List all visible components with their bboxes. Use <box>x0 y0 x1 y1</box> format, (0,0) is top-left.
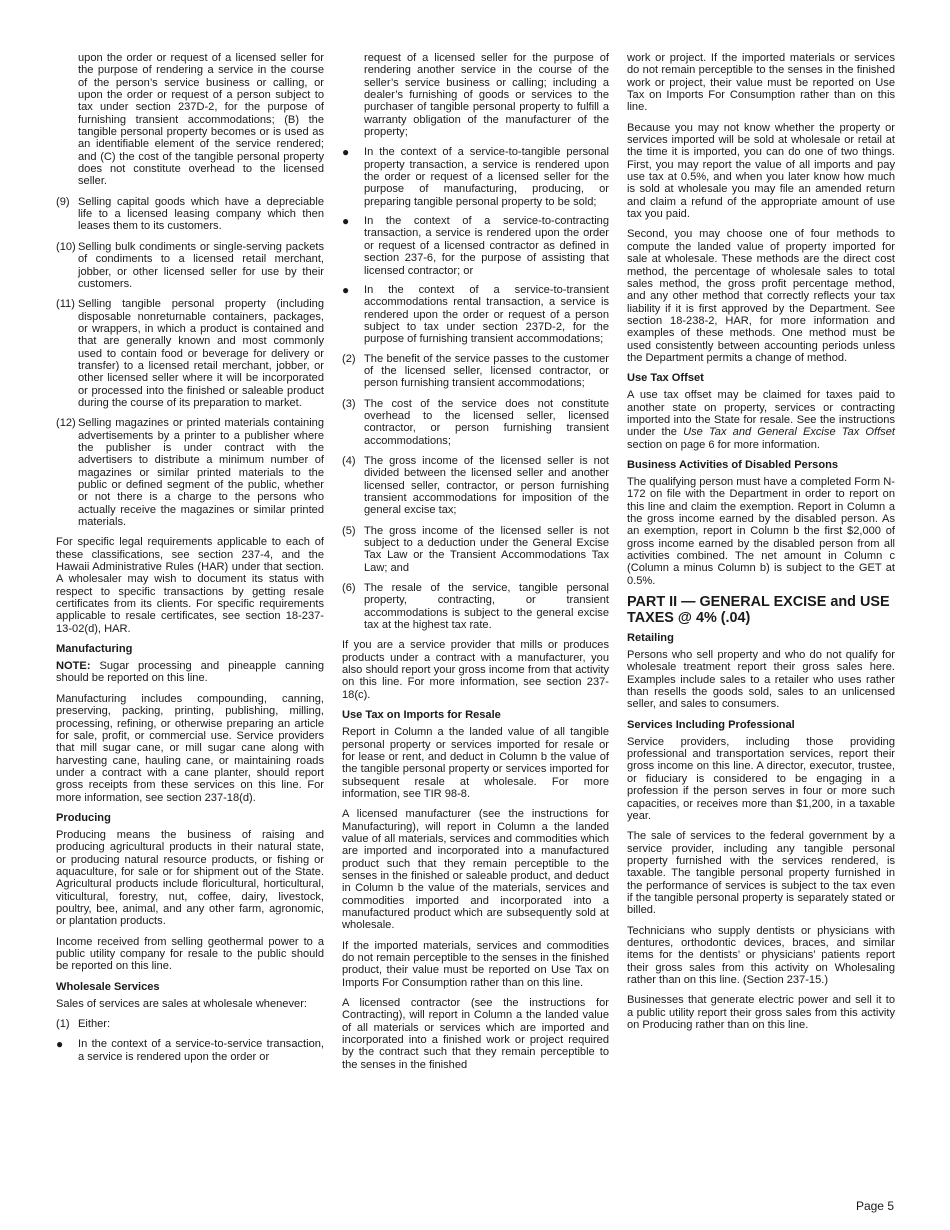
bullet-item: ● In the context of a service-to-service transaction, a service is rendered upon the order or <box>56 1037 324 1063</box>
paragraph-use-tax-4: A licensed contractor (see the instructions for Contracting), will report in Column a the landed value of all materials or services which are imported and incorporated into a finished work or project required by the contract such that they remain perceptible to the senses in the finished <box>342 997 609 1071</box>
list-item-3: (3) The cost of the service does not constitute overhead to the licensed seller, licensed contractor, or person furnishing transient accommodations; <box>342 397 609 447</box>
paragraph-services-1: Service providers, including those providing professional and transportation services, report their gross income on this line. A director, executor, trustee, or fiduciary is considered to be engaging in a profession if the person serves in four or more such capacities, or receives more than $1,200, in a taxable year. <box>627 735 895 822</box>
heading-use-tax-resale: Use Tax on Imports for Resale <box>342 709 501 722</box>
list-item-4: (4) The gross income of the licensed seller is not divided between the licensed seller and another licensed seller, contractor, or person furnishing transient accommodations for imposition of the general excise tax; <box>342 454 609 517</box>
list-item-5: (5) The gross income of the licensed seller is not subject to a deduction under the General Excise Tax Law or the Transient Accommodations Tax Law; and <box>342 524 609 574</box>
paragraph-services-4: Businesses that generate electric power and sell it to a public utility report their gross sales from this activity on Producing rather than on this line. <box>627 994 895 1031</box>
paragraph-continued: request of a licensed seller for the purpose of rendering another service in the course of the seller’s service business or calling; including a dealer’s furnishing of goods or services to the purchaser of tangible personal property to fulfill a warranty obligation of the manufacturer of the property; <box>364 52 609 139</box>
paragraph-services-3: Technicians who supply dentists or physicians with dentures, orthodontic devices, braces, and similar items for the dentists’ or physicians’ patients report their gross sales from this activity on Wholesaling rather than on this line. (Section 237-15.) <box>627 924 895 986</box>
heading-disabled-persons: Business Activities of Disabled Persons <box>627 458 839 471</box>
paragraph-disabled: The qualifying person must have a completed Form N-172 on file with the Department in order to report on this line and claim the exemption. Report in Column a the gross income earned by the disabled person. As an exemption, report in Column b the first $2,000 of gross income earned by the disabled person from all activities combined. The net amount in Column c (Column a minus Column b) is subject to the GET at 0.5%. <box>627 475 895 587</box>
paragraph-specific-requirements: For specific legal requirements applicable to each of these classifications, see section 237-4, and the Hawaii Administrative Rules (HAR) under that section. A wholesaler may wish to document its status with respect to specific transactions by getting resale certificates from its clients. For specific requirements applicable to resale certificates, see section 18-237-13-02(d), HAR. <box>56 536 324 635</box>
page-number: Page 5 <box>855 1199 894 1213</box>
paragraph-use-tax-3: If the imported materials, services and commodities do not remain perceptible to the senses in the finished product, their value must be reported on Use Tax on Imports For Consumption rather than on this line. <box>342 939 609 989</box>
paragraph-offset: A use tax offset may be claimed for taxes paid to another state on property, services or contracting imported into the State for resale. See the instructions under the Use Tax and General Excise Tax Offset section on page 6 for more information. <box>627 389 895 451</box>
paragraph-retailing: Persons who sell property and who do not qualify for wholesale treatment report their gross sales here. Examples include sales to a retailer who uses rather than resells the goods sold, sales to an unlicensed seller, and sales to consumers. <box>627 649 895 711</box>
paragraph-wholesale: Sales of services are sales at wholesale whenever: <box>56 997 307 1010</box>
paragraph-services-2: The sale of services to the federal government by a service provider, including any tangible personal property furnished with the services rendered, is taxable. The tangible personal property furnished in the performance of services is subject to the tax even if the tangible personal property is separately stated or billed. <box>627 830 895 917</box>
note-paragraph <box>56 660 324 685</box>
column-1 <box>56 52 324 1070</box>
paragraph-manufacturing: Manufacturing includes compounding, canning, preserving, packing, printing, publishing, milling, processing, refining, or otherwise preparing an article for sale, profit, or commercial use. Service providers that mill sugar cane, or mill sugar cane along with harvesting cane, hauling cane, or maintaining roads under a contract with a cane planter, should report gross receipts from these services on this line. For more information, see section 237-18(d). <box>56 692 324 804</box>
heading-part-ii: PART II — GENERAL EXCISE and USE TAXES @ 4% (.04) <box>627 594 890 626</box>
list-item-12: (12) Selling magazines or printed materials containing advertisements by a printer to a publisher where the publisher is under contract with the advertisers to distribute a minimum number of magazines or similar printed materials to the public or defined segment of the public, whether or not there is a charge to the persons who actually receive the magazines or similar printed materials. <box>56 417 324 529</box>
note-label: NOTE: <box>56 660 91 673</box>
list-item-9: (9) Selling capital goods which have a depreciable life to a licensed leasing company which then leases them to its customers. <box>56 195 324 233</box>
heading-manufacturing: Manufacturing <box>56 643 133 656</box>
paragraph-use-tax-1: Report in Column a the landed value of all tangible personal property or services imported for resale or for lease or rent, and deduct in Column b the value of the tangible personal property or services imported for subsequent resale at wholesale. For more information, see TIR 98-8. <box>342 726 609 800</box>
paragraph-use-tax-2: A licensed manufacturer (see the instructions for Manufacturing), will report in Column a the landed value of all materials, services and commodities which are imported and incorporated into a manufactured product such that they remain perceptible to the senses in the finished or saleable product, and deduct in Column b the value of the materials, services and commodities imported and incorporated into a manufactured product which are subsequently sold at wholesale. <box>342 808 609 932</box>
heading-wholesale-services: Wholesale Services <box>56 980 160 993</box>
paragraph-mills: If you are a service provider that mills or produces products under a contract with a manufacturer, you also should report your gross income from that activity on this line. For more information, see section 237-18(c). <box>342 639 609 701</box>
list-item-1: (1) Either: <box>56 1018 111 1031</box>
column-3 <box>627 52 895 1039</box>
bullet-icon: ● <box>342 214 350 229</box>
list-item-6: (6) The resale of the service, tangible personal property, contracting, or transient accommodations is subject to the general excise tax at the highest tax rate. <box>342 582 609 632</box>
list-item-10: (10) Selling bulk condiments or single-serving packets of condiments to a licensed retail merchant, jobber, or other licensed seller for use by their customers. <box>56 240 324 290</box>
paragraph-continued: upon the order or request of a licensed seller for the purpose of rendering a service in the course of the person’s service business or calling, or upon the order or request of a person subject to tax under section 237D-2, for the purpose of furnishing transient accommodations; (B) the tangible personal property becomes or is used as an identifiable element of the service rendered; and (C) the cost of the tangible personal property does not constitute overhead to the licensed seller. <box>78 52 324 188</box>
bullet-icon: ● <box>342 145 350 160</box>
list-item-11: (11) Selling tangible personal property (including disposable nonreturnable containers, packages, or wrappers, in which a product is contained and that are generally known and most commonly used to contain food or beverage for delivery or transfer) to a licensed retail merchant, jobber, or other licensed seller where it will be incorporated or processed into the finished or saleable product during the course of its preparation to market. <box>56 298 324 409</box>
bullet-icon: ● <box>342 282 350 297</box>
paragraph-because: Because you may not know whether the property or services imported will be sold at wholesale or retail at the time it is imported, you can do one of two things. First, you may report the value of all imports and pay use tax at 0.5%, and when you later know how much is sold at wholesale you may file an amended return and claim a refund of the appropriate amount of use tax you paid. <box>627 121 895 221</box>
bullet-icon: ● <box>56 1037 64 1052</box>
heading-services-professional: Services Including Professional <box>627 718 795 731</box>
note-text: Sugar processing and pineapple canning should be reported on this line. <box>56 660 324 685</box>
bullet-item: ● In the context of a service-to-contracting transaction, a service is rendered upon the order or request of a licensed contractor as defined in section 237-6, for the purpose of assisting that licensed contractor; or <box>342 214 609 277</box>
paragraph-continued: work or project. If the imported materials or services do not remain perceptible to the senses in the finished work or project, their value must be reported on Use Tax on Imports For Consumption rather than on this line. <box>627 52 895 114</box>
heading-use-tax-offset: Use Tax Offset <box>627 372 704 385</box>
paragraph-second: Second, you may choose one of four methods to compute the landed value of property imported for sale at wholesale. These methods are the direct cost method, the percentage of wholesale sales to total sales method, the gross profit percentage method, and any other method that correctly reflects your tax liability if it is first approved by the Department. See section 18-238-2, HAR, for more information and examples of these methods. One method must be used consistently between accounting periods unless the Department permits a change of method. <box>627 228 895 364</box>
heading-retailing: Retailing <box>627 632 674 645</box>
offset-section-reference: Use Tax and General Excise Tax Offset <box>683 426 895 439</box>
column-2 <box>342 52 609 1079</box>
list-item-2: (2) The benefit of the service passes to the customer of the licensed seller, licensed contractor, or person furnishing transient accommodations; <box>342 352 609 390</box>
heading-producing: Producing <box>56 811 111 824</box>
paragraph-producing: Producing means the business of raising and producing agricultural products in their natural state, or producing natural resource products, or fishing or aquaculture, for sale or for shipment out of the State. Agricultural products include floricultural, horticultural, viticultural, forestry, nut, coffee, dairy, livestock, poultry, bee, animal, and any other farm, agronomic, or plantation products. <box>56 828 324 928</box>
bullet-item: ● In the context of a service-to-transient accommodations rental transaction, a service is rendered upon the order or request of a person subject to tax under section 237D-2, for the purpose of furnishing transient accommodations; <box>342 282 609 346</box>
bullet-item: ● In the context of a service-to-tangible personal property transaction, a service is rendered upon the order or request of a licensed seller for the purpose of manufacturing, producing, or preparing tangible personal property to be sold; <box>342 145 609 208</box>
paragraph-geothermal: Income received from selling geothermal power to a public utility company for resale to the public should be reported on this line. <box>56 935 324 973</box>
